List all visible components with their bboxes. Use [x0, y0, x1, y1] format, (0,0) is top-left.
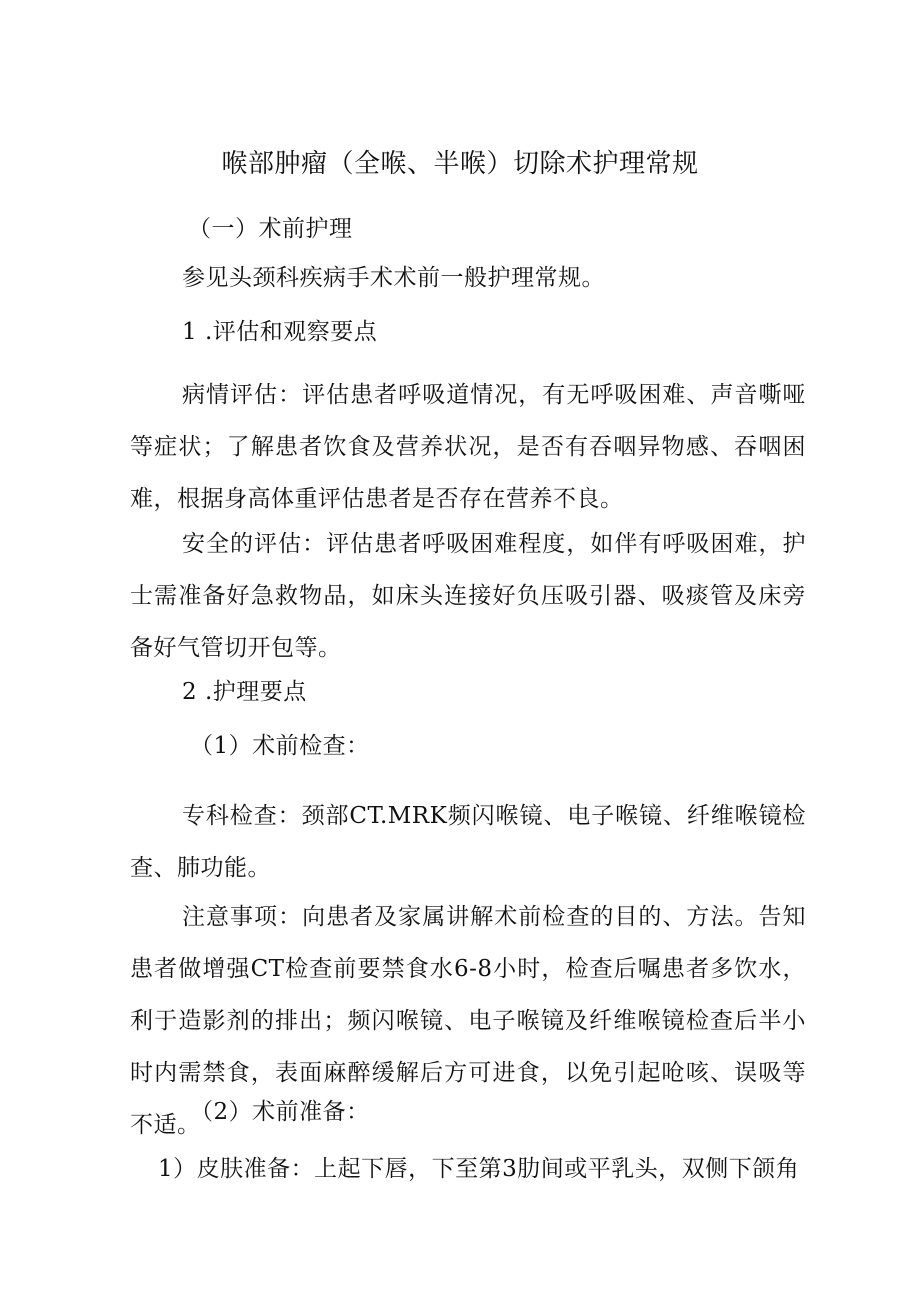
reference-line: 参见头颈科疾病手术术前一般护理常规。 — [182, 265, 605, 291]
section-preop-heading: （一）术前护理 — [188, 216, 353, 242]
precautions-paragraph: 注意事项：向患者及家属讲解术前检查的目的、方法。告知患者做增强CT检查前要禁食水6-8小时，检查后嘱患者多饮水，利于造影剂的排出；频闪喉镜、电子喉镜及纤维喉镜检查后半小时内需禁食，表面麻醉缓解后方可进食，以免引起呛咳、误吸等不适。 — [130, 904, 806, 1138]
skin-prep-line: 1）皮肤准备：上起下唇，下至第3肋间或平乳头，双侧下颌角 — [158, 1156, 800, 1182]
condition-assessment-paragraph: 病情评估：评估患者呼吸道情况，有无呼吸困难、声音嘶哑等症状；了解患者饮食及营养状况，是否有吞咽异物感、吞咽困难，根据身高体重评估患者是否存在营养不良。 — [130, 382, 806, 512]
item1-heading: 1 .评估和观察要点 — [182, 319, 378, 345]
sub2-heading: （2）术前准备： — [190, 1099, 370, 1125]
safety-assessment-paragraph: 安全的评估：评估患者呼吸困难程度，如伴有呼吸困难，护士需准备好急救物品，如床头连接好负压吸引器、吸痰管及床旁备好气管切开包等。 — [130, 531, 806, 661]
document-title: 喉部肿瘤（全喉、半喉）切除术护理常规 — [221, 149, 699, 179]
special-exams-paragraph: 专科检查：颈部CT.MRK频闪喉镜、电子喉镜、纤维喉镜检查、肺功能。 — [130, 803, 806, 881]
item2-heading: 2 .护理要点 — [182, 679, 307, 705]
sub1-heading: （1）术前检查： — [190, 733, 370, 759]
